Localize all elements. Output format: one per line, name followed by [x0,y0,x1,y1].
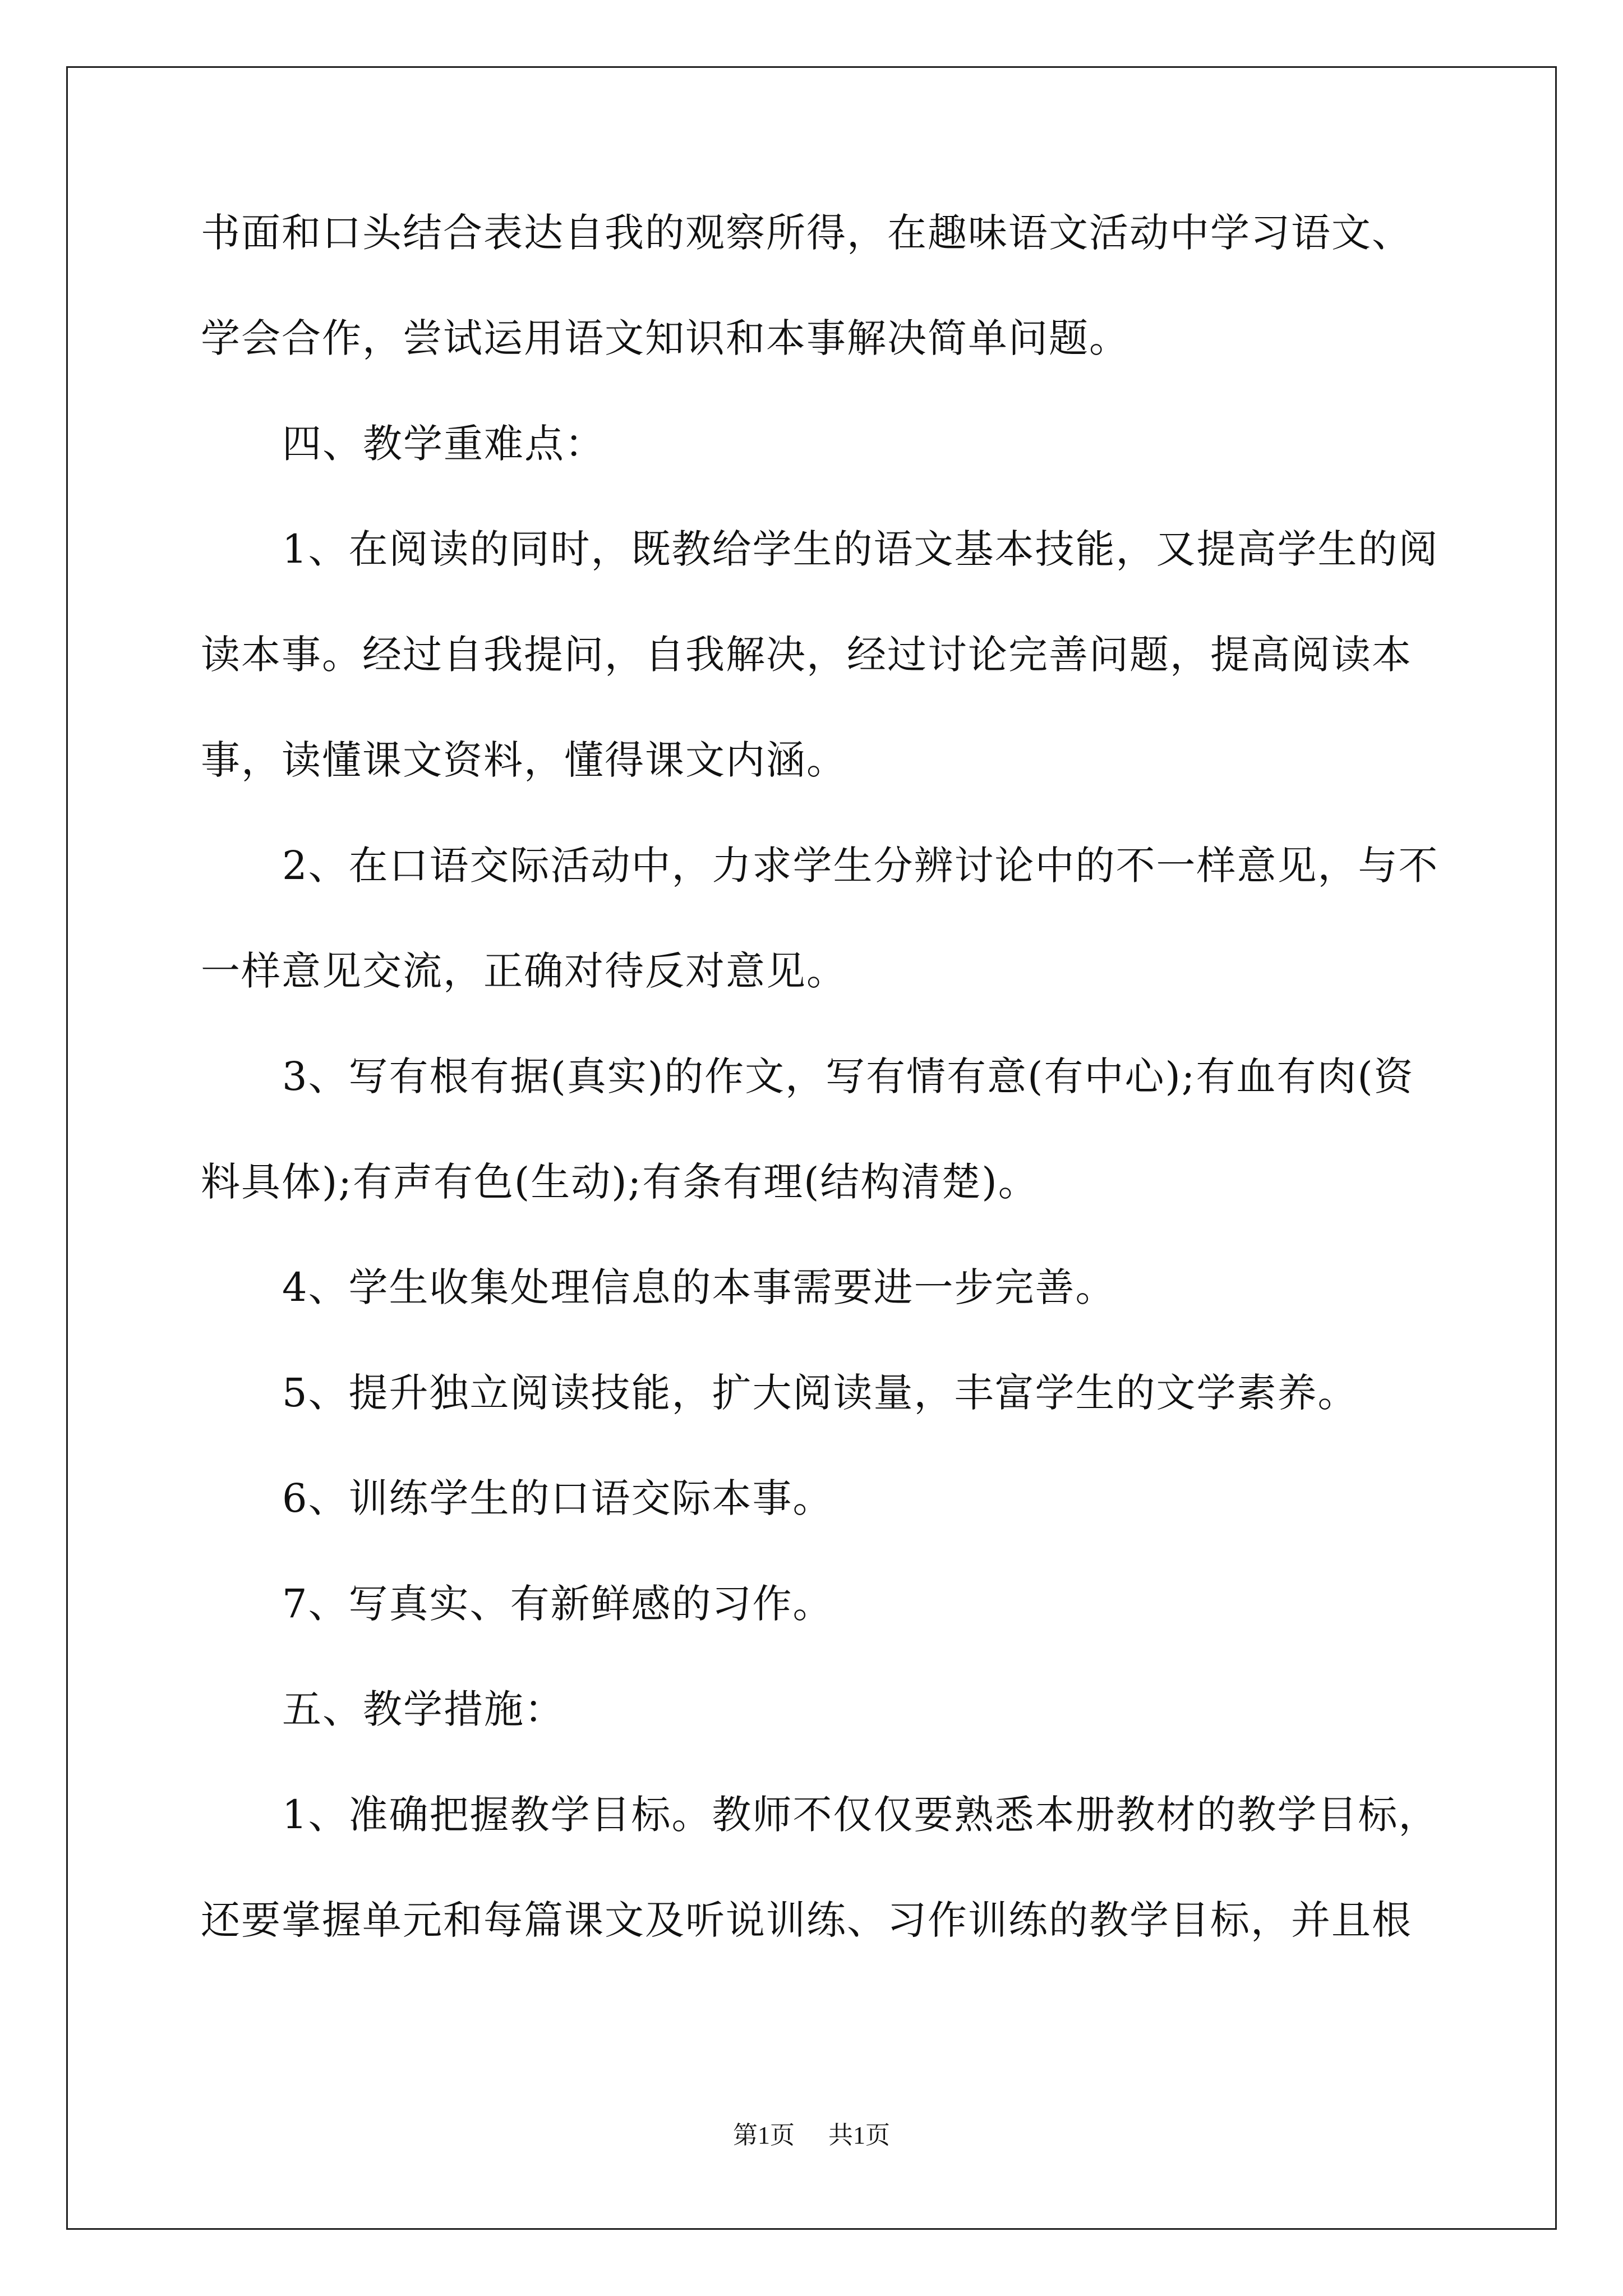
text-line: 料具体);有声有色(生动);有条有理(结构清楚)。 [201,1159,1039,1205]
text-line: 4、学生收集处理信息的本事需要进一步完善。 [282,1264,1116,1310]
page-number-current: 第1页 [733,2122,795,2149]
page-number-total: 共1页 [828,2122,890,2149]
text-line: 3、写有根有据(真实)的作文，写有情有意(有中心);有血有肉(资 [282,1053,1414,1099]
section-heading: 四、教学重难点： [282,421,605,467]
text-line: 书面和口头结合表达自我的观察所得，在趣味语文活动中学习语文、 [201,210,1412,256]
text-line: 读本事。经过自我提问，自我解决，经过讨论完善问题，提高阅读本 [201,632,1412,678]
text-line: 还要掌握单元和每篇课文及听说训练、习作训练的教学目标，并且根 [201,1897,1412,1943]
text-line: 5、提升独立阅读技能，扩大阅读量，丰富学生的文学素养。 [282,1370,1358,1416]
text-line: 6、训练学生的口语交际本事。 [282,1475,833,1521]
text-line: 事，读懂课文资料，懂得课文内涵。 [201,737,847,783]
text-line: 学会合作，尝试运用语文知识和本事解决简单问题。 [201,315,1129,361]
page-footer [0,2115,1623,2151]
text-line: 一样意见交流，正确对待反对意见。 [201,948,847,994]
text-line: 2、在口语交际活动中，力求学生分辨讨论中的不一样意见，与不 [282,843,1439,889]
text-line: 7、写真实、有新鲜感的习作。 [282,1581,833,1627]
text-line: 1、准确把握教学目标。教师不仅仅要熟悉本册教材的教学目标， [282,1792,1439,1838]
section-heading: 五、教学措施： [282,1686,565,1732]
text-line: 1、在阅读的同时，既教给学生的语文基本技能，又提高学生的阅 [282,526,1439,572]
